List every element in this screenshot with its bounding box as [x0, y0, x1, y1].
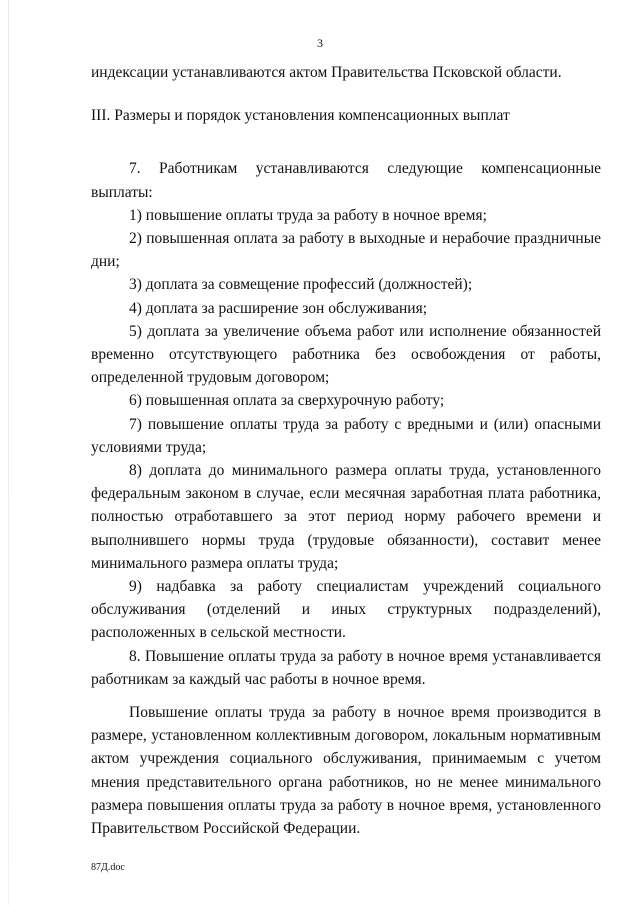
- paragraph-8: 8. Повышение оплаты труда за работу в ночное время устанавливается работникам за каждый час работы в ночное время.: [91, 647, 601, 688]
- list-item-4: 4) доплата за расширение зон обслуживания;: [129, 299, 428, 317]
- list-item-7: 7) повышение оплаты труда за работу с вредными и (или) опасными условиями труда;: [91, 415, 601, 456]
- list-item-1: 1) повышение оплаты труда за работу в ночное время;: [129, 206, 487, 224]
- document-body: [91, 61, 601, 840]
- list-item-5: 5) доплата за увеличение объема работ или исполнение обязанностей временно отсутствующего работника без освобождения от работы, определенной трудовым договором;: [91, 322, 601, 387]
- intro-line: индексации устанавливаются актом Правительства Псковской области.: [91, 64, 562, 81]
- list-item-3: 3) доплата за совмещение профессий (должностей);: [129, 276, 473, 294]
- list-item-9: 9) надбавка за работу специалистам учреждений социального обслуживания (отделений и иных структурных подразделений), расположенных в сельской местности.: [91, 578, 601, 642]
- scan-edge: [8, 0, 9, 905]
- section-heading: III. Размеры и порядок установления компенсационных выплат: [91, 107, 510, 125]
- paragraph-8-continued: Повышение оплаты труда за работу в ночное время производится в размере, установленном коллективным договором, локальным нормативным актом учреждения социального обслуживания, принимаемым с учетом мнения представительного органа работников, но не менее минимального размера повышения оплаты труда за работу в ночное время, установленного Правительством Российской Федерации.: [91, 704, 601, 838]
- list-item-2: 2) повышенная оплата за работу в выходные и нерабочие праздничные дни;: [91, 230, 601, 271]
- page-number: 3: [317, 36, 323, 50]
- paragraph-7-intro: 7. Работникам устанавливаются следующие компенсационные выплаты:: [91, 160, 601, 201]
- footer-filename: 87Д.doc: [91, 862, 125, 873]
- list-item-6: 6) повышенная оплата за сверхурочную работу;: [129, 392, 445, 410]
- list-item-8: 8) доплата до минимального размера оплаты труда, установленного федеральным законом в случае, если месячная заработная плата работника, полностью отработавшего за этот период норму рабочего времени и выполнившего нормы труда (трудовые обязанности), составит менее минимального размера оплаты труда;: [91, 462, 601, 572]
